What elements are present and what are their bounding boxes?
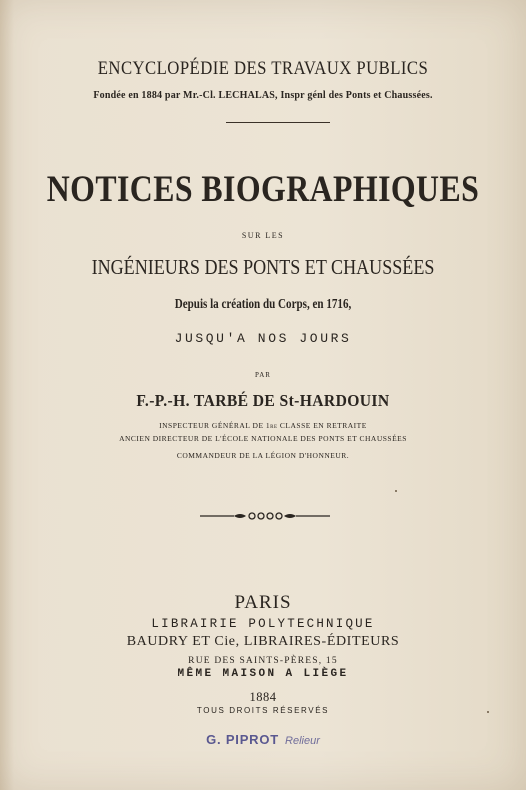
main-title: NOTICES BIOGRAPHIQUES <box>46 169 480 210</box>
subject-title: INGÉNIEURS DES PONTS ET CHAUSSÉES <box>91 255 435 279</box>
binder-name: G. PIPROT <box>206 732 280 747</box>
publication-year: 1884 <box>249 690 277 704</box>
sur-les-text: SUR LES <box>241 231 285 240</box>
author-credential: INSPECTEUR GÉNÉRAL DE 1re CLASSE EN RETRAITE <box>159 421 367 430</box>
author-credential: COMMANDEUR DE LA LÉGION D'HONNEUR. <box>176 451 350 460</box>
rights-notice: TOUS DROITS RÉSERVÉS <box>196 706 330 715</box>
publisher-line-2: BAUDRY ET Cie, LIBRAIRES-ÉDITEURS <box>126 634 400 649</box>
paper-speck <box>395 490 397 492</box>
publisher-branch: MÊME MAISON A LIÈGE <box>177 668 349 680</box>
top-rule <box>226 122 330 123</box>
founded-line: Fondée en 1884 par Mr.-Cl. LECHALAS, Inspr génl des Ponts et Chaussées. <box>93 90 433 101</box>
par-text: PAR <box>255 371 271 379</box>
ornament-divider-icon <box>200 509 330 523</box>
author-credential: ANCIEN DIRECTEUR DE L'ÉCOLE NATIONALE DES PONTS ET CHAUSSÉES <box>119 434 407 443</box>
until-line: JUSQU'A NOS JOURS <box>174 331 352 346</box>
encyclopedia-title: ENCYCLOPÉDIE DES TRAVAUX PUBLICS <box>97 58 429 79</box>
binder-stamp <box>0 731 526 749</box>
publisher-address: RUE DES SAINTS-PÈRES, 15 <box>188 656 338 666</box>
author-name: F.-P.-H. TARBÉ DE St-HARDOUIN <box>136 391 390 410</box>
publisher-line-1: LIBRAIRIE POLYTECHNIQUE <box>151 617 375 631</box>
binder-role: Relieur <box>285 735 320 747</box>
imprint-city: PARIS <box>234 592 292 613</box>
paper-speck <box>487 711 489 713</box>
since-line: Depuis la création du Corps, en 1716, <box>174 296 352 311</box>
